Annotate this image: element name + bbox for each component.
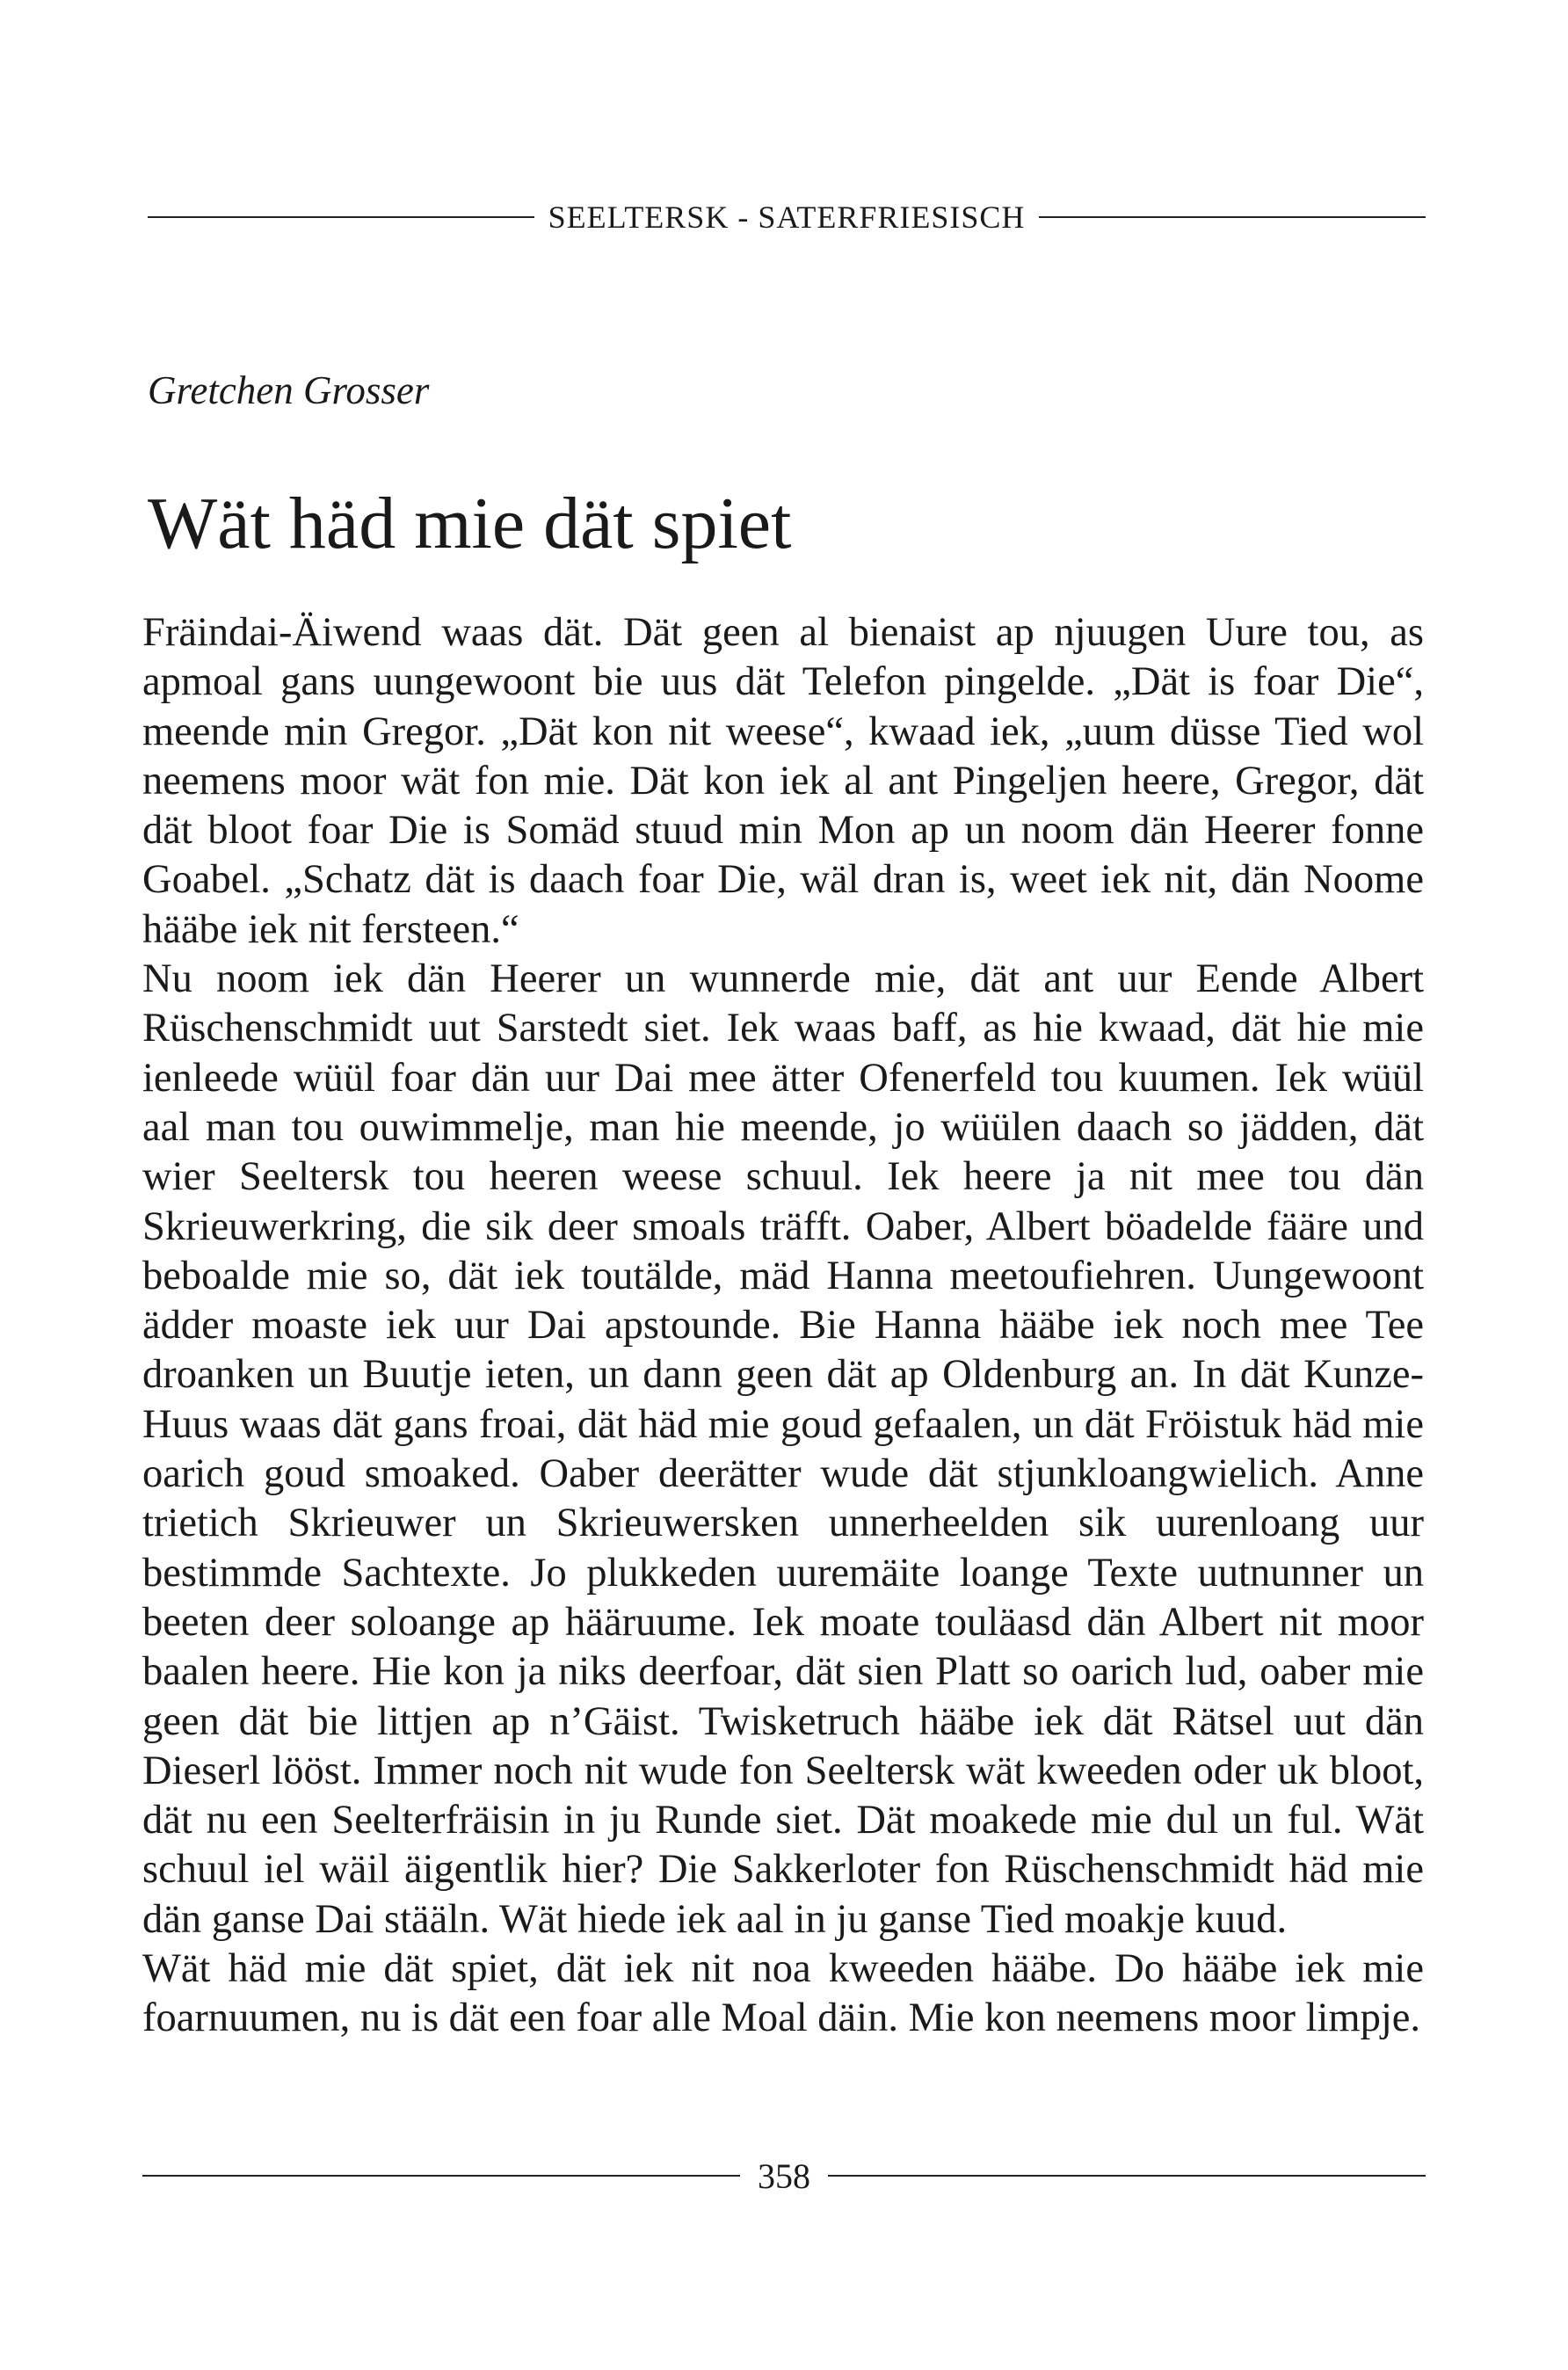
- footer-rule-right: [828, 2175, 1426, 2177]
- header-rule-right: [1039, 216, 1426, 218]
- paragraph: Fräindai-Äiwend waas dät. Dät geen al bienaist ap njuugen Uure tou, as apmoal gans uungewoont bie uus dät Telefon pingelde. „Dät is foar Die“, meende min Gregor. „Dät kon nit weese“, kwaad iek, „uum düsse Tied wol neemens moor wät fon mie. Dät kon iek al ant Pingeljen heere, Gregor, dät dät bloot foar Die is Somäd stuud min Mon ap un noom dän Heerer fonne Goabel. „Schatz dät is daach foar Die, wäl dran is, weet iek nit, dän Noome hääbe iek nit fersteen.“: [142, 610, 1424, 952]
- running-header: [148, 194, 1426, 240]
- header-rule-left: [148, 216, 534, 218]
- page-number: 358: [758, 2156, 810, 2196]
- article-title: Wät häd mie dät spiet: [148, 483, 792, 564]
- paragraph: Nu noom iek dän Heerer un wunnerde mie, dät ant uur Eende Albert Rüschenschmidt uut Sarstedt siet. Iek waas baff, as hie kwaad, dät hie mie ienleede wüül foar dän uur Dai mee ätter Ofenerfeld tou kuumen. Iek wüül aal man tou ouwimmelje, man hie meende, jo wüülen daach so jädden, dät wier Seeltersk tou heeren weese schuul. Iek heere ja nit mee tou dän Skrieuwerkring, die sik deer smoals träfft. Oaber, Albert böadelde fääre und beboalde mie so, dät iek toutälde, mäd Hanna meetoufiehren. Uungewoont ädder moaste iek uur Dai apstounde. Bie Hanna hääbe iek noch mee Tee droanken un Buutje ieten, un dann geen dät ap Oldenburg an. In dät Kunze-Huus waas dät gans froai, dät häd mie goud gefaalen, un dät Fröistuk häd mie oarich goud smoaked. Oaber deerätter wude dät stjunkloangwielich. Anne trietich Skrieuwer un Skrieuwersken unnerheelden sik uurenloang uur bestimmde Sachtexte. Jo plukkeden uuremäite loange Texte uutnunner un beeten deer soloange ap hääruume. Iek moate touläasd dän Albert nit moor baalen heere. Hie kon ja niks deerfoar, dät sien Platt so oarich lud, oaber mie geen dät bie littjen ap n’Gäist. Twisketruch hääbe iek dät Rätsel uut dän Dieserl lööst. Immer noch nit wude fon Seeltersk wät kweeden oder uk bloot, dät nu een Seelterfräisin in ju Runde siet. Dät moakede mie dul un ful. Wät schuul iel wäil äigentlik hier? Die Sakkerloter fon Rüschenschmidt häd mie dän ganse Dai stääln. Wät hiede iek aal in ju ganse Tied moakje kuud.: [142, 956, 1424, 1942]
- article-body: [142, 608, 1424, 2044]
- author-name: Gretchen Grosser: [148, 368, 430, 412]
- running-title: SEELTERSK - SATERFRIESISCH: [548, 200, 1026, 235]
- footer-rule-left: [142, 2175, 740, 2177]
- paragraph: Wät häd mie dät spiet, dät iek nit noa kweeden hääbe. Do hääbe iek mie foarnuumen, nu is dät een foar alle Moal däin. Mie kon neemens moor limpje.: [142, 1946, 1424, 2041]
- page-footer: [142, 2153, 1426, 2199]
